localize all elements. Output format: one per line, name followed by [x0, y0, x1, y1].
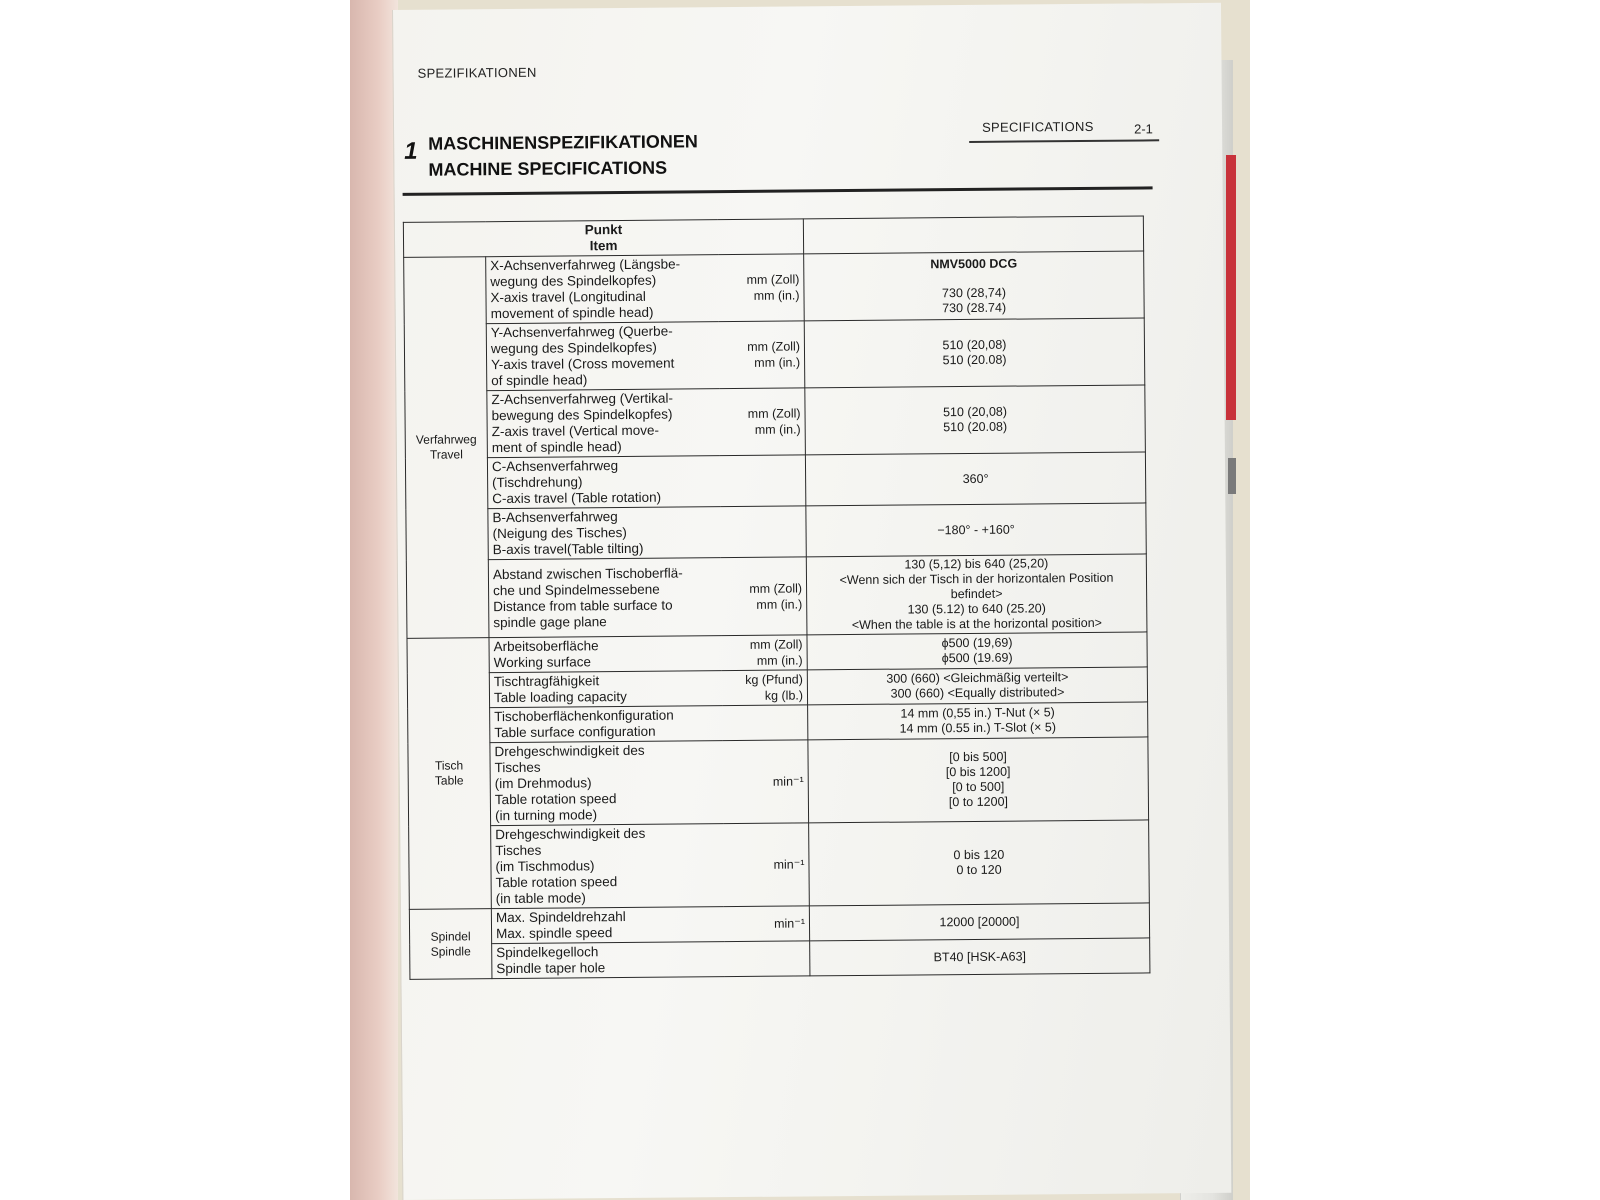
item-line: (in table mode) — [495, 890, 586, 907]
unit-line: min⁻¹ — [774, 916, 806, 931]
value-line: [0 bis 500] — [949, 749, 1007, 765]
table-row — [406, 554, 1147, 638]
value-line: 360° — [962, 471, 989, 486]
value-line: 12000 [20000] — [939, 914, 1020, 929]
item-line: Drehgeschwindigkeit des — [495, 825, 646, 843]
item-cell — [492, 942, 724, 979]
unit-line: mm (Zoll) — [749, 637, 803, 652]
group-label-line: Table — [434, 773, 464, 788]
item-line: X-Achsenverfahrweg (Längsbe- — [490, 256, 681, 274]
table-row — [405, 452, 1145, 509]
item-line: Table rotation speed — [494, 791, 617, 808]
grey-index-tab — [1228, 458, 1236, 494]
unit-cell — [724, 941, 810, 977]
value-line: 130 (5.12) to 640 (25.20) — [907, 601, 1046, 617]
value-line: <Wenn sich der Tisch in der horizontalen Position — [839, 570, 1114, 588]
group-label-line: Travel — [429, 447, 463, 462]
red-index-tab — [1226, 155, 1236, 420]
item-line: (im Tischmodus) — [495, 858, 595, 875]
item-cell — [491, 824, 724, 909]
value-line: befindet> — [950, 586, 1003, 602]
item-line: (im Drehmodus) — [494, 775, 592, 792]
table-row — [406, 503, 1146, 560]
unit-line: mm (in.) — [756, 596, 803, 612]
item-cell — [491, 907, 723, 944]
value-line: ϕ500 (19.69) — [941, 650, 1013, 666]
section-title-german: MASCHINENSPEZIFIKATIONEN — [428, 131, 698, 154]
item-line: Max. Spindeldrehzahl — [495, 908, 626, 926]
item-line: Spindelkegelloch — [496, 944, 599, 961]
background-right — [1250, 0, 1600, 1200]
item-line: Y-Achsenverfahrweg (Querbe- — [490, 323, 673, 341]
value-line: ϕ500 (19,69) — [941, 635, 1013, 651]
unit-line: min⁻¹ — [773, 857, 805, 872]
item-line: Tisches — [495, 842, 542, 859]
unit-line: mm (in.) — [754, 355, 801, 370]
section-number: 1 — [404, 137, 418, 165]
item-line: C-axis travel (Table rotation) — [492, 489, 662, 507]
group-label-cell — [404, 257, 489, 639]
spec-table — [403, 215, 1151, 979]
item-line: wegung des Spindelkopfes) — [490, 339, 657, 357]
title-rule — [403, 186, 1153, 196]
manual-page — [392, 3, 1231, 1200]
value-cell — [806, 503, 1146, 557]
item-line: (Tischdrehung) — [492, 474, 583, 491]
value-line: 130 (5,12) bis 640 (25,20) — [904, 556, 1049, 572]
item-line: Spindle taper hole — [496, 960, 606, 977]
value-line: 510 (20.08) — [943, 419, 1008, 435]
unit-cell — [718, 321, 805, 389]
value-line: 0 bis 120 — [953, 847, 1005, 863]
value-line: [0 to 1200] — [948, 794, 1009, 810]
unit-cell — [723, 906, 809, 942]
item-line: Z-axis travel (Vertical move- — [491, 422, 660, 440]
value-cell — [805, 452, 1145, 506]
value-line: −180° - +160° — [937, 522, 1015, 537]
item-line: Tischtragfähigkeit — [493, 673, 600, 690]
running-header-english: SPECIFICATIONS — [981, 118, 1094, 135]
page-number: 2-1 — [1134, 121, 1153, 137]
item-line: Arbeitsoberfläche — [493, 638, 599, 655]
item-line: Max. spindle speed — [495, 925, 613, 942]
item-cell — [490, 706, 722, 743]
unit-line: mm (Zoll) — [747, 406, 801, 421]
unit-line: mm (in.) — [753, 288, 800, 303]
item-cell — [487, 389, 720, 458]
value-line: 14 mm (0,55 in.) T-Nut (× 5) — [900, 705, 1055, 721]
unit-cell — [721, 670, 807, 706]
table-row — [404, 251, 1145, 324]
table-row — [409, 820, 1150, 909]
spec-table-body — [404, 251, 1150, 979]
unit-cell — [722, 740, 809, 824]
item-line: Z-Achsenverfahrweg (Vertikal- — [491, 390, 674, 408]
item-line: Table loading capacity — [493, 688, 627, 706]
unit-cell — [723, 823, 810, 907]
binder-back-cover — [350, 0, 398, 1200]
value-line: 300 (660) <Equally distributed> — [890, 685, 1065, 701]
value-line: 510 (20,08) — [942, 337, 1007, 353]
background-left — [0, 0, 350, 1200]
item-line: Tischoberflächenkonfiguration — [494, 707, 674, 725]
item-cell — [486, 322, 719, 391]
unit-line: mm (Zoll) — [749, 580, 803, 596]
group-label-cell — [409, 909, 492, 980]
value-cell — [804, 318, 1145, 388]
unit-line: min⁻¹ — [772, 774, 804, 789]
unit-cell — [720, 506, 806, 558]
item-cell — [487, 456, 719, 509]
item-line: che und Spindelmessebene — [493, 581, 660, 598]
item-cell — [489, 636, 721, 673]
item-line: Drehgeschwindigkeit des — [494, 742, 645, 760]
value-cell — [807, 632, 1147, 670]
value-line: 730 (28.74) — [942, 300, 1007, 315]
value-line: 0 to 120 — [956, 862, 1002, 878]
group-label-line: Tisch — [434, 758, 464, 773]
item-line: Tisches — [494, 759, 541, 776]
item-line: of spindle head) — [491, 372, 588, 389]
table-row — [404, 318, 1145, 391]
header-item-cell — [403, 219, 803, 257]
value-line: 300 (660) <Gleichmäßig verteilt> — [886, 670, 1069, 686]
value-cell — [809, 820, 1150, 906]
item-line: wegung des Spindelkopfes) — [490, 272, 657, 290]
item-line: (in turning mode) — [494, 807, 598, 824]
item-line: B-Achsenverfahrweg — [492, 509, 618, 526]
group-label-cell — [407, 638, 491, 910]
value-line: 14 mm (0.55 in.) T-Slot (× 5) — [899, 720, 1057, 736]
value-cell — [809, 903, 1149, 941]
unit-cell — [722, 705, 808, 741]
item-line: spindle gage plane — [493, 613, 607, 630]
unit-line: mm (Zoll) — [746, 272, 800, 287]
value-cell — [805, 385, 1146, 455]
header-item-de: Punkt — [584, 222, 623, 238]
unit-cell — [721, 635, 807, 671]
header-rule — [969, 139, 1159, 143]
unit-cell — [718, 254, 805, 322]
table-row — [408, 737, 1149, 826]
table-row — [410, 938, 1150, 979]
item-cell — [486, 255, 719, 324]
value-line: 730 (28,74) — [941, 285, 1007, 300]
item-line: Abstand zwischen Tischoberflä- — [492, 564, 683, 582]
value-cell — [808, 702, 1148, 740]
item-line: C-Achsenverfahrweg — [491, 458, 619, 475]
unit-line: mm (Zoll) — [747, 339, 801, 354]
value-cell — [804, 251, 1145, 321]
item-cell — [489, 671, 721, 708]
value-line: [0 to 500] — [952, 779, 1005, 795]
value-cell — [808, 737, 1149, 823]
item-line: (Neigung des Tisches) — [492, 524, 627, 542]
item-line: X-axis travel (Longitudinal — [490, 288, 646, 306]
value-line: <When the table is at the horizontal position> — [851, 615, 1103, 633]
section-title-english: MACHINE SPECIFICATIONS — [428, 157, 668, 180]
model-name: NMV5000 DCG — [930, 256, 1018, 271]
item-line: Y-axis travel (Cross movement — [491, 355, 675, 373]
item-line: Table surface configuration — [494, 723, 656, 741]
value-line: 510 (20,08) — [943, 404, 1008, 420]
unit-cell — [719, 455, 805, 507]
unit-line: kg (lb.) — [764, 688, 804, 703]
value-cell — [807, 667, 1147, 705]
group-label-line: Verfahrweg — [415, 432, 477, 447]
item-line: bewegung des Spindelkopfes) — [491, 406, 673, 424]
item-line: ment of spindle head) — [491, 439, 622, 456]
group-label-line: Spindel — [430, 928, 471, 944]
item-line: Working surface — [493, 654, 592, 671]
unit-line: kg (Pfund) — [745, 672, 803, 687]
item-line: B-axis travel(Table tilting) — [492, 540, 644, 558]
header-item-en: Item — [589, 238, 618, 254]
group-label-line: Spindle — [430, 943, 471, 959]
running-header-german: SPEZIFIKATIONEN — [417, 64, 537, 81]
item-cell — [490, 741, 723, 826]
item-cell — [488, 558, 721, 638]
unit-cell — [720, 557, 807, 636]
item-line: movement of spindle head) — [490, 304, 654, 322]
unit-line: mm (in.) — [756, 653, 803, 668]
item-cell — [488, 507, 720, 560]
unit-line: mm (in.) — [754, 422, 801, 437]
value-cell — [806, 554, 1147, 635]
unit-cell — [719, 388, 806, 456]
header-model-cell — [803, 216, 1143, 254]
value-line: BT40 [HSK-A63] — [933, 949, 1027, 964]
value-cell — [810, 938, 1150, 976]
table-row — [405, 385, 1146, 458]
item-line: Distance from table surface to — [493, 597, 673, 614]
item-line: Table rotation speed — [495, 874, 618, 891]
value-line: [0 bis 1200] — [945, 764, 1011, 780]
value-line: 510 (20.08) — [942, 352, 1007, 368]
